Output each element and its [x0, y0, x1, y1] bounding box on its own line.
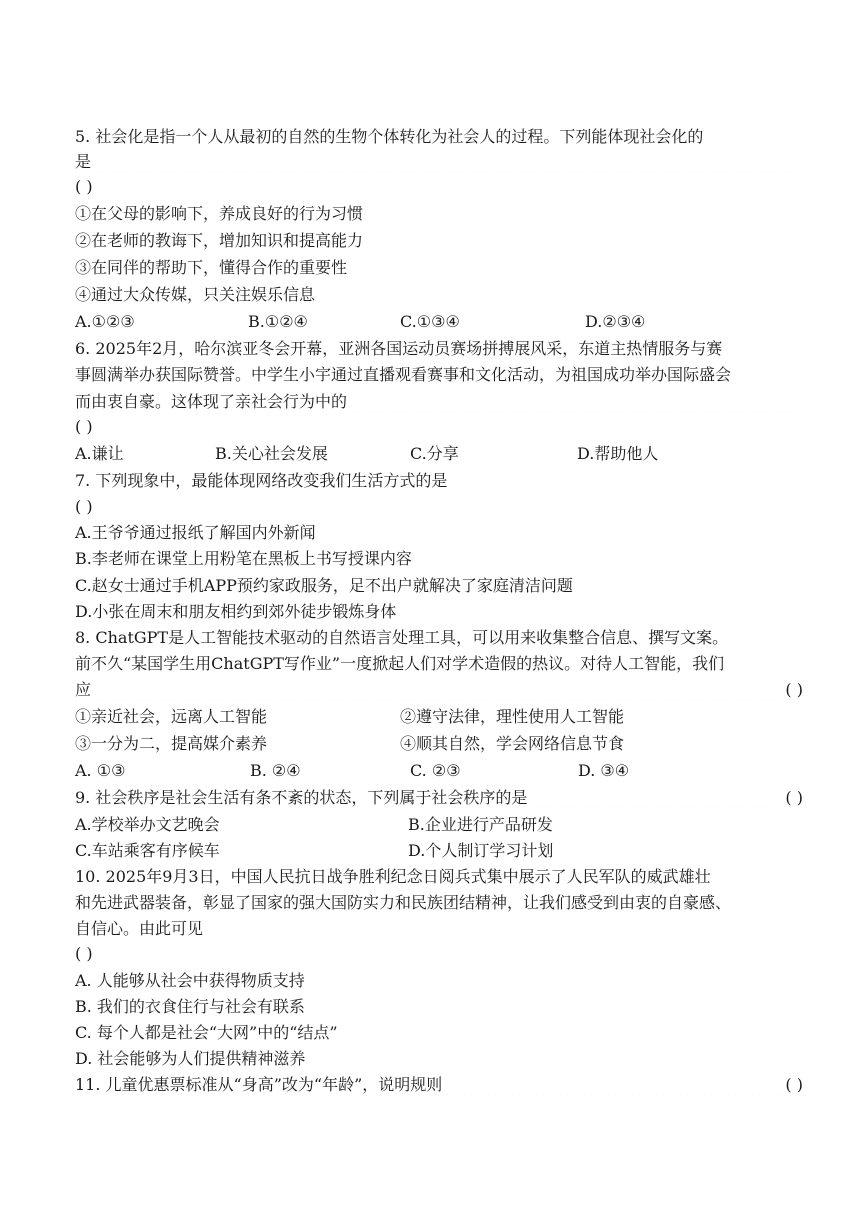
q10-option-b: B. 我们的衣食住行与社会有联系 [75, 997, 305, 1016]
q6-stem-line3 [75, 392, 795, 412]
q7-option-b: B.李老师在课堂上用粉笔在黑板上书写授课内容 [75, 549, 412, 568]
q5-option-d: D.②③④ [585, 312, 646, 331]
q8-option-b: B. ②④ [250, 761, 301, 780]
leader-dots [205, 919, 793, 939]
q8-item-1: ①亲近社会，远离人工智能 [75, 707, 268, 726]
q8-answer-paren: ( ) [785, 680, 803, 699]
q6-answer-paren: ( ) [75, 417, 93, 436]
q8-stem-line2: 前不久“某国学生用ChatGPT写作业”一度掀起人们对学术造假的热议。对待人工智能，我们 [75, 654, 725, 673]
leader-dots [529, 788, 783, 808]
q8-option-c: C. ②③ [410, 761, 461, 780]
q6-option-a: A.谦让 [75, 444, 124, 463]
q5-option-c: C.①③④ [400, 312, 460, 331]
q8-items-row1 [75, 707, 795, 727]
q5-stem-line1: 5. 社会化是指一个人从最初的自然的生物个体转化为社会人的过程。下列能体现社会化的 [75, 127, 704, 146]
q7-option-c: C.赵女士通过手机APP预约家政服务，足不出户就解决了家庭清洁问题 [75, 576, 573, 595]
q6-option-d: D.帮助他人 [577, 444, 659, 463]
q8-stem-end: 应 [75, 680, 92, 699]
q10-option-d: D. 社会能够为人们提供精神滋养 [75, 1049, 306, 1068]
q7-answer-paren: ( ) [75, 497, 93, 516]
q8-items-row2 [75, 734, 795, 754]
q5-option-b: B.①②④ [248, 312, 308, 331]
q11-stem-line1 [75, 1075, 803, 1095]
q6-stem-line2: 事圆满举办获国际赞誉。中学生小宇通过直播观看赛事和文化活动，为祖国成功举办国际盛会 [75, 365, 732, 384]
q6-stem-end: 而由衷自豪。这体现了亲社会行为中的 [75, 392, 348, 411]
q5-item-1: ①在父母的影响下，养成良好的行为习惯 [75, 204, 364, 223]
q10-option-c: C. 每个人都是社会“大网”中的“结点” [75, 1023, 338, 1042]
leader-dots [349, 392, 793, 412]
q5-item-4: ④通过大众传媒，只关注娱乐信息 [75, 285, 316, 304]
q9-stem-line1 [75, 788, 803, 808]
leader-dots [444, 1075, 783, 1095]
q9-options-row1 [75, 815, 795, 835]
q7-stem-line1 [75, 471, 795, 491]
leader-dots [93, 680, 783, 700]
q8-option-d: D. ③④ [578, 761, 630, 780]
q11-answer-paren: ( ) [785, 1075, 803, 1094]
q5-item-3: ③在同伴的帮助下，懂得合作的重要性 [75, 258, 348, 277]
q10-stem-line3 [75, 919, 795, 939]
q9-option-b: B.企业进行产品研发 [408, 815, 553, 834]
q8-stem-line3 [75, 680, 803, 700]
q9-option-d: D.个人制订学习计划 [408, 841, 554, 860]
q10-stem-end: 自信心。由此可见 [75, 919, 204, 938]
q8-options [75, 761, 795, 781]
q6-options [75, 444, 795, 464]
q5-stem-line2 [75, 152, 795, 172]
q10-answer-paren: ( ) [75, 944, 93, 963]
leader-dots [449, 471, 793, 491]
q11-stem: 11. 儿童优惠票标准从“身高”改为“年龄”，说明规则 [75, 1075, 443, 1094]
q9-option-a: A.学校举办文艺晚会 [75, 815, 220, 834]
q9-options-row2 [75, 841, 795, 861]
q8-item-2: ②遵守法律，理性使用人工智能 [400, 707, 625, 726]
leader-dots [93, 152, 793, 172]
q6-option-b: B.关心社会发展 [215, 444, 328, 463]
q8-stem-line1: 8. ChatGPT是人工智能技术驱动的自然语言处理工具，可以用来收集整合信息、撰写文案。 [75, 628, 729, 647]
q9-answer-paren: ( ) [785, 788, 803, 807]
q5-answer-paren: ( ) [75, 177, 93, 196]
q10-stem-line1: 10. 2025年9月3日，中国人民抗日战争胜利纪念日阅兵式集中展示了人民军队的威武雄壮 [75, 867, 711, 886]
q5-option-a: A.①②③ [75, 312, 135, 331]
q5-item-2: ②在老师的教诲下，增加知识和提高能力 [75, 231, 364, 250]
q9-stem: 9. 社会秩序是社会生活有条不紊的状态，下列属于社会秩序的是 [75, 788, 528, 807]
q6-option-c: C.分享 [410, 444, 459, 463]
q7-option-a: A.王爷爷通过报纸了解国内外新闻 [75, 523, 316, 542]
q5-stem-end: 是 [75, 152, 92, 171]
q8-item-4: ④顺其自然，学会网络信息节食 [400, 734, 625, 753]
q9-option-c: C.车站乘客有序候车 [75, 841, 220, 860]
q7-option-d: D.小张在周末和朋友相约到郊外徒步锻炼身体 [75, 602, 397, 621]
q5-options [75, 312, 795, 332]
q10-option-a: A. 人能够从社会中获得物质支持 [75, 971, 305, 990]
q8-item-3: ③一分为二，提高媒介素养 [75, 734, 268, 753]
q7-stem: 7. 下列现象中，最能体现网络改变我们生活方式的是 [75, 471, 448, 490]
q10-stem-line2: 和先进武器装备，彰显了国家的强大国防实力和民族团结精神，让我们感受到由衷的自豪感、 [75, 893, 732, 912]
q8-option-a: A. ①③ [75, 761, 126, 780]
q6-stem-line1: 6. 2025年2月，哈尔滨亚冬会开幕，亚洲各国运动员赛场拼搏展风采，东道主热情服务与赛 [75, 339, 723, 358]
